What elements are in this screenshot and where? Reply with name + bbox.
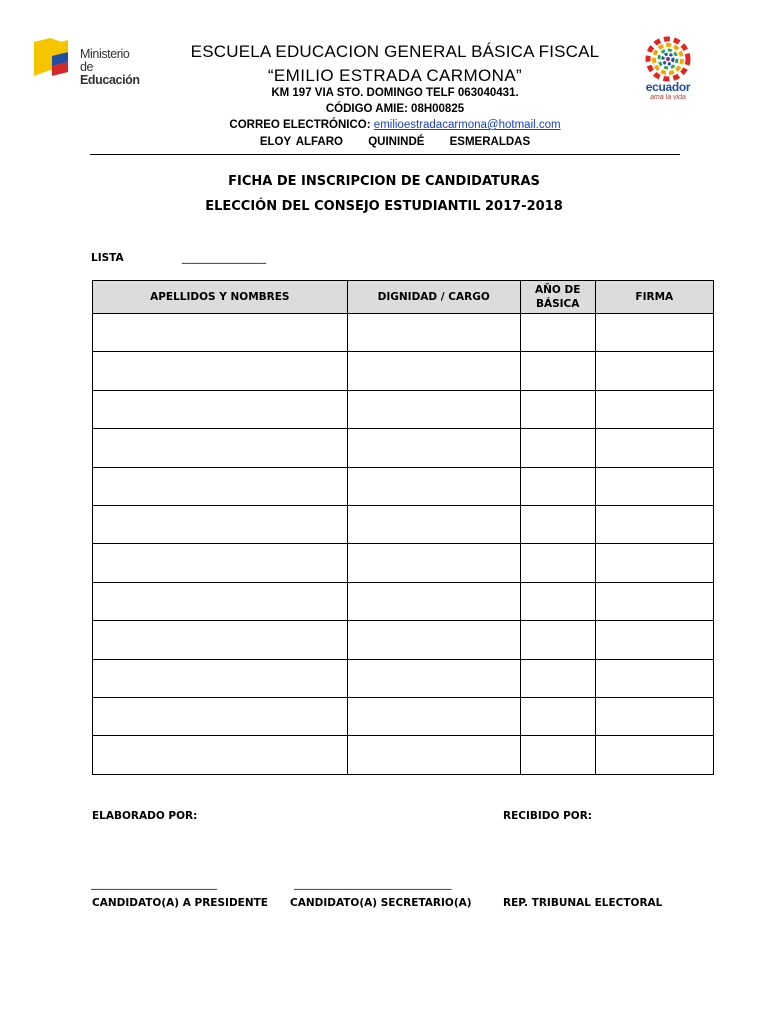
cell-ano[interactable] — [520, 697, 595, 735]
col-dignidad-cargo: DIGNIDAD / CARGO — [347, 281, 520, 314]
signature-line-presidente[interactable]: ________________________ — [91, 878, 217, 890]
cell-ano[interactable] — [520, 736, 595, 774]
table-header-row — [93, 281, 714, 314]
table-row — [93, 621, 714, 659]
school-address: KM 197 VIA STO. DOMINGO TELF 063040431. — [271, 87, 519, 99]
cell-firma[interactable] — [595, 429, 713, 467]
cell-nombres[interactable] — [93, 390, 348, 428]
cell-ano[interactable] — [520, 544, 595, 582]
cell-cargo[interactable] — [347, 314, 520, 352]
cell-firma[interactable] — [595, 736, 713, 774]
educacion-text: Educación — [80, 73, 140, 87]
cell-cargo[interactable] — [347, 697, 520, 735]
place-city: QUININDÉ — [368, 136, 425, 148]
table-row — [93, 390, 714, 428]
cell-cargo[interactable] — [347, 621, 520, 659]
table-row — [93, 429, 714, 467]
school-line1: ESCUELA EDUCACION GENERAL BÁSICA FISCAL — [190, 42, 600, 61]
table-row — [93, 352, 714, 390]
cell-firma[interactable] — [595, 659, 713, 697]
lista-blank[interactable]: ________________ — [182, 252, 266, 264]
cell-ano[interactable] — [520, 582, 595, 620]
table-row — [93, 659, 714, 697]
table-row — [93, 314, 714, 352]
cell-nombres[interactable] — [93, 736, 348, 774]
candidato-presidente-label: CANDIDATO(A) A PRESIDENTE — [92, 897, 268, 909]
lista-label: LISTA — [91, 252, 124, 264]
table-row — [93, 544, 714, 582]
email-label: CORREO ELECTRÓNICO: — [229, 119, 371, 131]
ministerio-logo — [32, 36, 154, 87]
school-line2: “EMILIO ESTRADA CARMONA” — [267, 66, 523, 85]
ecuador-logo-tagline: ama la vida — [650, 94, 686, 101]
cell-cargo[interactable] — [347, 544, 520, 582]
cell-ano[interactable] — [520, 314, 595, 352]
cell-firma[interactable] — [595, 390, 713, 428]
cell-cargo[interactable] — [347, 390, 520, 428]
ministerio-de-text: de — [80, 60, 94, 74]
cell-firma[interactable] — [595, 505, 713, 543]
ecuador-logo — [636, 36, 700, 108]
cell-cargo[interactable] — [347, 467, 520, 505]
cell-nombres[interactable] — [93, 697, 348, 735]
col-apellidos-nombres: APELLIDOS Y NOMBRES — [93, 281, 348, 314]
cell-firma[interactable] — [595, 621, 713, 659]
cell-ano[interactable] — [520, 429, 595, 467]
cell-nombres[interactable] — [93, 659, 348, 697]
cell-firma[interactable] — [595, 352, 713, 390]
cell-nombres[interactable] — [93, 352, 348, 390]
cell-nombres[interactable] — [93, 429, 348, 467]
school-place — [160, 136, 630, 148]
cell-ano[interactable] — [520, 659, 595, 697]
school-email-row — [160, 119, 630, 131]
cell-firma[interactable] — [595, 314, 713, 352]
col-firma: FIRMA — [595, 281, 713, 314]
cell-nombres[interactable] — [93, 314, 348, 352]
school-amie: CÓDIGO AMIE: 08H00825 — [325, 103, 465, 115]
place-province: ESMERALDAS — [449, 136, 531, 148]
cell-cargo[interactable] — [347, 505, 520, 543]
recibido-label: RECIBIDO POR: — [503, 810, 592, 822]
ecuador-flag-book-icon — [32, 36, 76, 78]
header-rule — [90, 154, 680, 155]
ministerio-text: Ministerio — [80, 47, 130, 61]
cell-ano[interactable] — [520, 390, 595, 428]
cell-nombres[interactable] — [93, 544, 348, 582]
place-canton: ELOY ALFARO — [259, 136, 343, 148]
cell-firma[interactable] — [595, 467, 713, 505]
rep-tribunal-label: REP. TRIBUNAL ELECTORAL — [503, 897, 663, 909]
cell-ano[interactable] — [520, 505, 595, 543]
cell-ano[interactable] — [520, 467, 595, 505]
ecuador-logo-name: ecuador — [645, 80, 691, 94]
cell-nombres[interactable] — [93, 467, 348, 505]
col-ano-basica — [520, 281, 595, 314]
cell-nombres[interactable] — [93, 505, 348, 543]
col-ano-basica-label: AÑO DE BÁSICA — [534, 284, 581, 310]
form-title: FICHA DE INSCRIPCION DE CANDIDATURAS — [228, 174, 540, 189]
cell-cargo[interactable] — [347, 352, 520, 390]
cell-nombres[interactable] — [93, 582, 348, 620]
table-row — [93, 467, 714, 505]
cell-cargo[interactable] — [347, 582, 520, 620]
cell-cargo[interactable] — [347, 429, 520, 467]
cell-ano[interactable] — [520, 352, 595, 390]
signature-line-secretario[interactable]: ______________________________ — [294, 878, 452, 890]
ecuador-sun-icon — [642, 36, 694, 82]
cell-cargo[interactable] — [347, 736, 520, 774]
cell-firma[interactable] — [595, 697, 713, 735]
cell-cargo[interactable] — [347, 659, 520, 697]
table-row — [93, 582, 714, 620]
cell-ano[interactable] — [520, 621, 595, 659]
cell-nombres[interactable] — [93, 621, 348, 659]
candidates-table — [92, 280, 714, 775]
email-link[interactable]: emilioestradacarmona@hotmail.com — [373, 119, 561, 131]
elaborado-label: ELABORADO POR: — [92, 810, 198, 822]
cell-firma[interactable] — [595, 582, 713, 620]
cell-firma[interactable] — [595, 544, 713, 582]
form-subtitle: ELECCIÓN DEL CONSEJO ESTUDIANTIL 2017-2018 — [205, 199, 563, 214]
table-row — [93, 697, 714, 735]
table-row — [93, 736, 714, 774]
candidato-secretario-label: CANDIDATO(A) SECRETARIO(A) — [290, 897, 472, 909]
table-row — [93, 505, 714, 543]
